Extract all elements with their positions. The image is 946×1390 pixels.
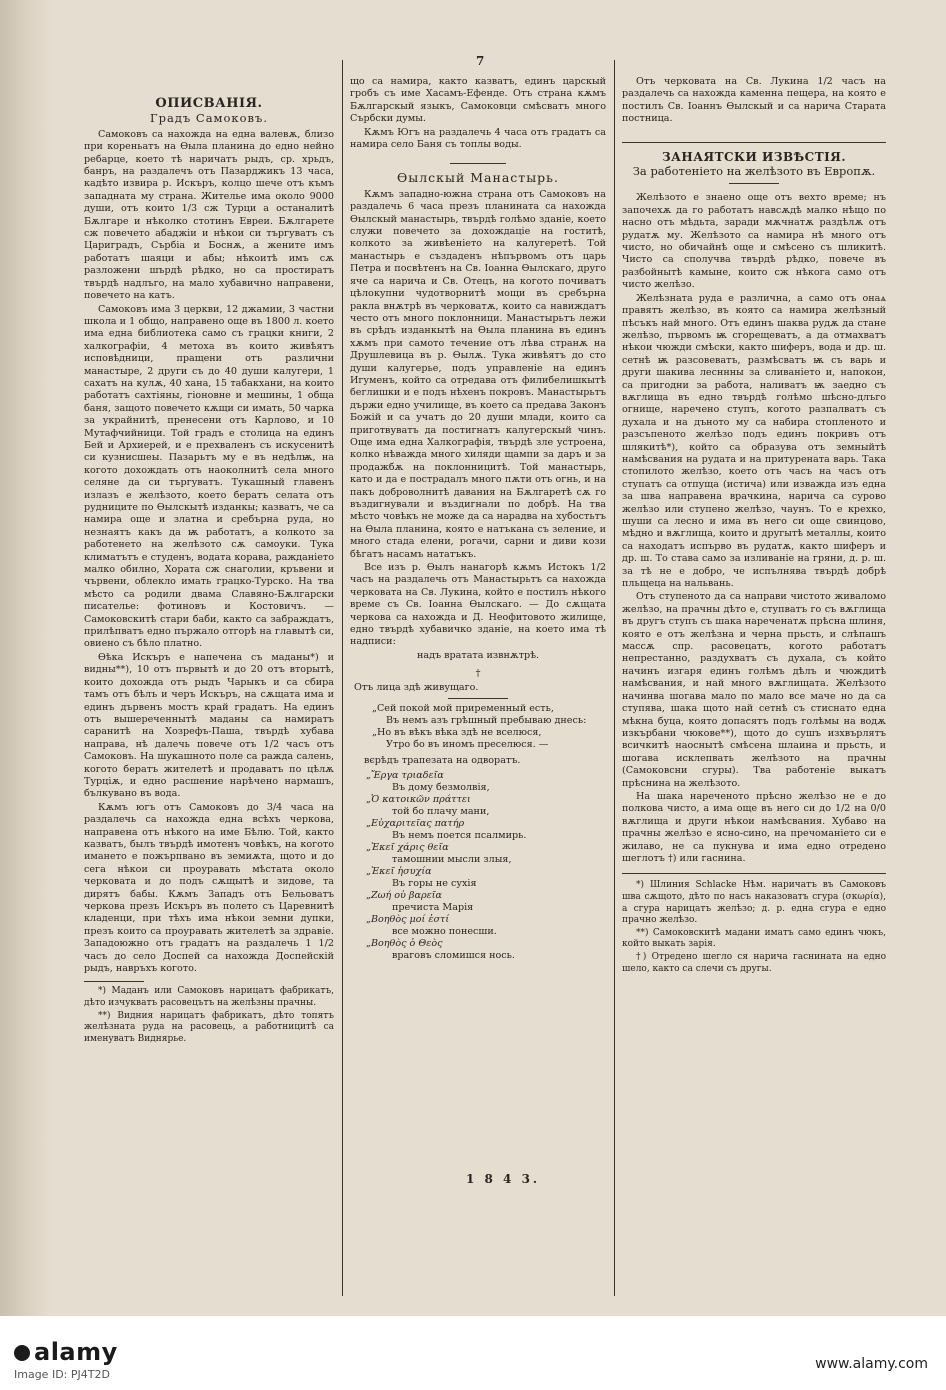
ornament-rule: [448, 698, 508, 699]
greek-line: „Ὁ κατοικῶν πράττει: [366, 793, 471, 805]
section-rule: [450, 163, 506, 164]
greek-line: „Ζωή οὐ βαρεῖα: [366, 889, 442, 901]
column-rule-left: [342, 60, 343, 1296]
translation-line: враговъ сломишся нось.: [392, 949, 515, 961]
watermark-url: www.alamy.com: [815, 1356, 928, 1372]
greek-line: „Ἔργα τριαδεῖα: [366, 769, 444, 781]
translation-line: Въ немъ поется псалмирь.: [392, 829, 527, 841]
image-id: Image ID: PJ4T2D: [14, 1368, 110, 1381]
paragraph: Самоковъ са нахожда на една валевѫ, близо при кореньатъ на Ѳыла планина до едно нейно ребарце, което тѣ наричатъ рыдъ, ср. хрьдъ, банръ, на раздалечъ отъ Пазарджикъ 13 часа, кадѣто извира р. Искъръ, колцо шече отъ къмъ западната му страна. Жителье има около 9000 души, отъ които 1/3 сж Турци а останалитѣ Бѫлгаре и нѣколко стотинъ Евреи. Бѫлгарете сж повечето абаджіи и нѣкои си търгуватъ съ Цариградъ, Сърбіа и Боснѫ, а жените имъ работатъ шаяци и абы; нѣкоитѣ имъ сѫ разложени шърдѣ рѣдко, но са простиратъ твърдѣ надлъго, на мало хубавично направени, повечето на катъ.: [84, 128, 334, 302]
verse-line: Утро бо въ иномъ преселюся. —: [386, 739, 549, 751]
paragraph: що са намира, както казватъ, единъ царскый гробъ съ име Хасамъ-Ефенде. Отъ страна кѫмъ Бѫлгарскый языкъ, Самоковци смѣсватъ много Сърбски думы.: [350, 76, 606, 125]
column-3: [622, 76, 886, 976]
stock-watermark-bar: [0, 1316, 946, 1390]
article-title-samokov: Градъ Самоковъ.: [150, 111, 268, 126]
section-heading-descriptions: ОПИСВАНІЯ.: [155, 96, 263, 111]
greek-line: „Εὐχαριτεῖας πατήρ: [366, 817, 465, 829]
verse-line: „Но въ вѣкъ вѣка здѣ не вселюся,: [372, 727, 542, 739]
footnote: *) Маданъ или Самоковъ нарицатъ фабрикатъ, дѣто изчукватъ расовецътъ на желѣзны прачны.: [84, 986, 334, 1009]
paragraph: Отъ черковата на Св. Лукина 1/2 часъ на раздалечь са нахожда каменна пещера, на която е постилъ Св. Іоаннъ Ѳылскый и са нарича Старата постница.: [622, 76, 886, 125]
paragraph: На шака нареченото прѣсно желѣзо не е до полкова чисто, а има още въ него си до 1/2 на 0/0 вѫглища и други нѣкои намѣсвания. Хубаво на прачны желѣзо е ясно-сино, на пречоманіето си е жилаво, не са пукнува и има едно отредено шеглотъ †) или гаснина.: [622, 790, 886, 864]
paragraph: Все изъ р. Ѳылъ нанагорѣ кѫмъ Истокъ 1/2 часъ на раздалечь отъ Манастырьтъ са нахожда черковата на Св. Лукина, който е постилъ нѣкого време съ Св. Іоанна Ѳылскаго. — До сѫщата черкова са нахожда и Д. Неофитовото жилище, едно твърдѣ хубавичко зданіе, на коетo има тѣ надписи:: [350, 562, 606, 648]
footnote: **) Самоковскитѣ мадани иматъ само единъ чюкъ, който выкать зарія.: [622, 927, 886, 950]
article-title-iron-working: За работеніето на желѣзото въ Европѫ.: [632, 164, 876, 179]
footnote-rule: [622, 873, 886, 874]
footnote: †) Отредено шегло ся нарича гаснината на едно шело, както са слечи съ другы.: [622, 951, 886, 974]
footnote: **) Видния нарицатъ фабрикатъ, дѣто топятъ желѣзната руда на расовець, а работницитѣ са именуватъ Виднярье.: [84, 1010, 334, 1044]
translation-line: все можно понесши.: [392, 925, 497, 937]
page-binding: [0, 0, 52, 1316]
greek-line: „Ἐκεῖ χάρις θεῖα: [366, 841, 449, 853]
paragraph: Кѫмъ Югъ на раздалечь 4 часа отъ градатъ са намира село Баня съ топлы воды.: [350, 126, 606, 151]
page-number: 7: [476, 54, 485, 68]
alamy-logo: [14, 1338, 118, 1366]
paragraph: Ѳѣка Искъръ е напечена съ маданы*) и видны**), 10 отъ първытѣ и до 20 отъ вторытѣ, които дохожда отъ рыдъ Чарыкъ и са сбира тамъ отъ бѣлъ и черъ Искъръ, на сѫщата има и единъ дървенъ мостъ край градатъ. На единъ отъ вышереченнытѣ маданы са намиратъ саранитѣ на Хозрефъ-Паша, твърдѣ хубава направа, нѣ далечь повече отъ 1/2 часъ отъ Самоковъ. На шукашното поле са ражда салень, когото бератъ жителетѣ и продаватъ по цѣлѫ Турціѫ, и едно расшение нарѣчено нармашъ, бълкувано въ вода.: [84, 651, 334, 800]
greek-line: „Βοηθὸς ὁ Θεὸς: [366, 937, 443, 949]
footnote: *) Шлиния Schlacke Нѣм. наричатъ въ Самоковъ шва сѫщото, дѣто по насъ наказоватъ сгура (σκωρία), а сгура нарицатъ желѣзо; д. р. една сгура е едно прачно желѣзо.: [622, 880, 886, 926]
greek-line: „Ἐκεῖ ἡσυχία: [366, 865, 432, 877]
section-heading-trade-news: ЗАНАЯТСКИ ИЗВѢСТІЯ.: [661, 149, 847, 164]
translation-line: Въ дому безмолвія,: [392, 781, 490, 793]
greek-line: „Βοηθὸς μοί ἐστί: [366, 913, 450, 925]
greek-verse: [356, 770, 606, 962]
title-underline: [729, 183, 779, 184]
paragraph: Желѣзната руда е различна, а само отъ онаѧ правятъ желѣзо, въ която са намира желѣзный пѣсъкъ най много. Отъ единъ шаква рудѫ да стане желѣзо, първомъ ѭ сгорещеватъ, а да отмахватъ нѣкои чюжди смѣски, както шиферъ, вода и др. ш. сетнѣ ѭ разсовеватъ, размѣсватъ ѭ съ варь и други шакива лесннны за сливаніето и, напокон, са пригодни за работа, наливатъ ѭ заедно съ вѫглища въ едно твърдѣ голѣмо шѣсно-длъго огнище, наречено ступъ, когото разпалватъ съ духала и на дъното му са набира стопленото и разсъпеното желѣзо подъ единъ покривъ отъ шлякитѣ*), който са образува отъ земныйтѣ намѣсвания на рудата и на притурената варь. Така стопилото желѣзо, което отъ часъ на часъ отъ ступатъ са отпуща (истича) или изважда изъ една за шва направена врачкина, нарича са сурово желѣзо или ступено желѣзо, чаунъ. То е крехко, шуши са лесно и има въ него си още свинцово, мѣдно и вѫглища, които и другытѣ металлы, които са находатъ испърво въ рудатѫ, както шиферъ и др. ш. То става само за изливаніе на гряни, д. р. ш. за тѣ не е добро, че испълнява твърдѣ добрѣ пльщеца на нальвань.: [622, 292, 886, 590]
verse-line: Въ немъ азъ грѣшный пребываю днесь:: [386, 715, 587, 727]
footnote-rule: [84, 981, 144, 982]
logo-text: alamy: [34, 1338, 118, 1366]
paragraph: Отъ ступеното да са направи чистото живаломо желѣзо, на прачны дѣто е, ступватъ го съ вѫглища въ другъ ступъ съ шака нареченатѫ прѣсна шлиня, която е отъ желѣзна и черна прьсть, и слѣпашъ массѫ спр. расовецатъ, когото работатъ непрестанно, раздухватъ съ духала, съ който начинъ изгаря единъ голѣмъ дѣлъ и чюждитѣ намѣсвания, и най много вѫглищата. Желѣзото начинва шогава мало по мало все маче но да са ступява, шака щото най сетнѣ съ стиснато една мѣкна буца, която допасятъ подъ голѣмы на водѫ изкърбани чюкове**), щото до сушъ изхвърлятъ всичкитѣ наоснытѣ смѣсена шлаина и прьсть, и шогава исклепвать желѣзото на прачны (Самоковсни сгуры). Тва работеніе выкатъ прѣснина на желѣзото.: [622, 591, 886, 789]
verse-line: „Сей покой мой приременный есть,: [372, 703, 554, 715]
translation-line: той бо плачу мани,: [392, 805, 490, 817]
cross-symbol: †: [475, 668, 481, 680]
year-footer: 1 8 4 3.: [466, 1172, 541, 1186]
inscription-caption: надъ вратата извнѫтрѣ.: [416, 649, 540, 661]
column-1: [84, 94, 334, 1046]
column-rule-right: [614, 60, 615, 1296]
russian-verse: [372, 703, 606, 751]
paragraph: Кѫмъ западно-южна страна отъ Самоковъ на раздалечь 6 часа презъ планината са нахожда Ѳылскый манастырь, твърдѣ голѣмо зданіе, което служи повечето за дохождаціе на гоститѣ, колкото за живѣеніето на калугеретѣ. Той манастырь е създаденъ нѣпървомъ отъ царь Петра и посвѣтенъ на Св. Іоанна Ѳылскаго, друго яче са нарича и Св. Отецъ, на когото почиватъ цѣлокупни чудотворнитѣ мощи въ сребърна ракла внѫтрѣ въ черковатѫ, които са навиждатъ често отъ много поклонници. Манастырьтъ лежи въ срѣдъ изданкытѣ на Ѳыла планина въ единъ хѫмъ при самото течение отъ лѣва странѫ на Друшлевица въ р. Ѳылѫ. Тука живѣятъ до сто души калугерье, подъ управленіе на единъ Игуменъ, който са отредава отъ филибелишкытѣ беглишки и е подъ нѣхенъ покровъ. Манастырьтъ държи едно училище, въ което са предава Законъ Божій и са учатъ до 20 души млади, които са приготвуватъ да постигнатъ калугерскый чинъ. Още има една Халкографія, твърдѣ зле устроена, колко нѣважда много хиляди щампи за даръ и за продажбѫ на поклонницитѣ. Той манастырь, като и да е пострадалъ много пѫти отъ огнь, и на пакъ доброволнитѣ давания на Бѫлгаретѣ сѫ го въздигнували и въздигнали по добрѣ. На тва мѣсто човѣкъ не може да са нарадва на хубостьтъ на Ѳыла планина, която е натъкана съ зеление, и много стада елени, рогачи, сарни и диви кози бѣгатъ насамъ нататъкъ.: [350, 188, 606, 560]
paragraph: Самоковъ има 3 церкви, 12 джамии, 3 частни школа и 1 общо, направено още въ 1800 л. което има една библиотека само съ грацки книги, 2 халкографіи, 4 метоха въ които живѣятъ исповѣдници, пращени отъ различни манастыре, 2 други съ до 40 души калугери, 1 сахатъ на кулѫ, 40 хана, 15 табакхани, на които работатъ сахтіяны, гіоновне и мешины, 1 обща баня, защото повечето кѫщи си имать, 50 чарка за украйнитѣ, пренесени отъ Карлово, и 10 Мутафчийници. Той градъ е столица на единъ Бей и Архиерей, и е прехваленъ съ искусенитѣ си кузнисшеы. Пазарьтъ му е въ недѣлѭ, на когото дохождать отъ наоколнитѣ села много селяне да си търгуватъ. Тукашный главенъ излазъ е желѣзото, което бератъ селата отъ рудниците по Ѳылскытѣ изданкы; казватъ, че са намира още и златна и сребърна руда, но незнаятъ какъ да ѭ работатъ, а колкото за работенето на желѣзото сѫ самоуки. Тука климатътъ е студенъ, водата корава, ражданіето малко обилно, Хората сж снаголии, кръвени и чървени, облекло имать грацко-Турско. На тва мѣсто са родили двама Славяно-Бѫлгарски писателье: фотиновъ и Костовичъ. — Самоковскитѣ стари баби, както са забраждатъ, прилѣпватъ едно пържало отгорѣ на главытѣ си, овиено съ бѣло платно.: [84, 303, 334, 650]
section-rule: [622, 142, 886, 143]
epigraph: Отъ лица здѣ живущаго.: [354, 681, 479, 693]
translation-line: пречиста Марія: [392, 901, 474, 913]
logo-dot-icon: [14, 1345, 30, 1361]
paragraph: Кѫмъ югъ отъ Самоковъ до 3/4 часа на раздалечь са нахожда една всѣхъ черкова, направена отъ нѣкого на име Бѣлю. Той, както казватъ, былъ твърдѣ имотенъ човѣкъ, на когото имането е пожърпвано въ земиѫта, щото и до сега нѣкои си проуравать мѣстата около черковата и до подъ сѫщытѣ и зидове, та дирятъ бабы. Кѫмъ Западъ отъ Бельоватъ черкова презъ Искъръ въ полето съ Царевнитѣ кладенци, при тѣхъ има нѣкои земни дупки, презъ които са проуравать жителетѣ за здравіе. Западоюжно отъ градатъ на раздалечь 1 1/2 часъ до село Доспей са нахожда Доспейскій рыдъ, навръхъ когото.: [84, 801, 334, 975]
paragraph: Желѣзото е знаено още отъ вехто време; нъ започехѫ да го работатъ навсѫдѣ малко нѣщо по насно отъ мѣдьта, заради мѫчнатѫ раздѣлѫ отъ рудатѫ му. Желѣзото са намира нѣ много отъ чисто, но обичайнѣ още и смѣсено съ шликитѣ. Чисто са сполучва твърдѣ рѣдко, повече въ разбойнытѣ камыне, които сж нѣкога само отъ чисто желѣзо.: [622, 192, 886, 291]
translation-line: тамошнии мысли злыя,: [392, 853, 512, 865]
article-title-rila-monastery: Ѳылскый Манастырь.: [397, 170, 559, 186]
column-2: [350, 76, 606, 962]
verse-intro: вєрѣдъ трапезата на одворатъ.: [364, 755, 521, 767]
translation-line: Въ горы не сухія: [392, 877, 477, 889]
